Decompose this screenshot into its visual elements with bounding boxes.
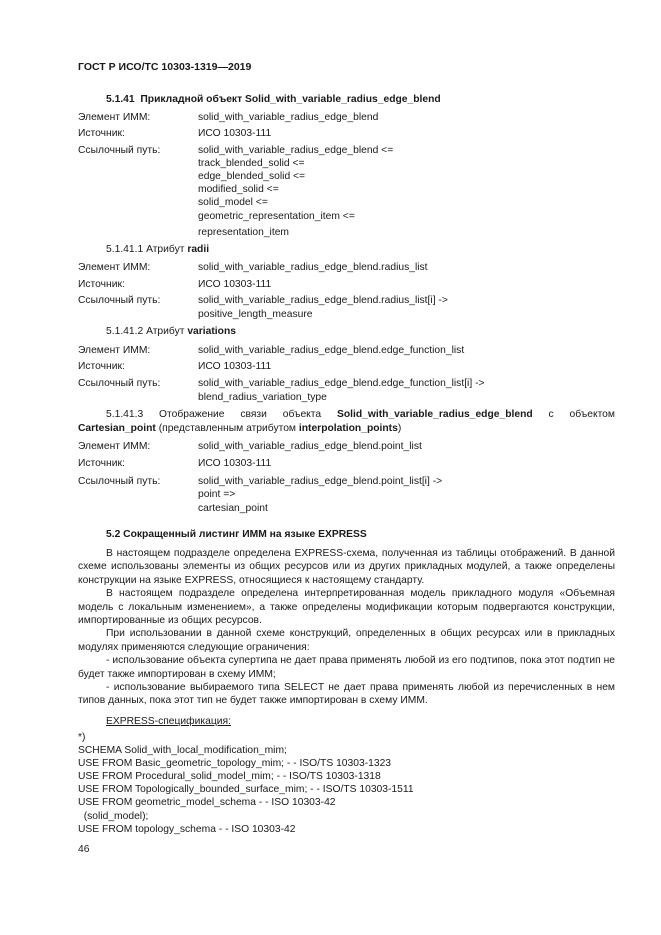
code-line: USE FROM topology_schema - - ISO 10303-42: [78, 823, 296, 835]
code-line: (solid_model);: [78, 810, 149, 822]
row-value: ИСО 10303-111: [198, 361, 272, 372]
body-text: [78, 547, 615, 708]
heading-text: ): [397, 423, 402, 434]
express-code-block: [78, 731, 414, 836]
path-line: track_blended_solid <=: [198, 158, 305, 169]
section-heading-5-1-41: [106, 94, 441, 105]
document-header: ГОСТ Р ИСО/ТС 10303-1319—2019: [78, 61, 252, 73]
row-value: ИСО 10303-111: [198, 128, 272, 139]
path-line: solid_with_variable_radius_edge_blend <=: [198, 145, 394, 156]
heading-word: 5.1.41.3: [106, 409, 144, 420]
row-label: Элемент ИММ:: [78, 345, 151, 356]
code-line: SCHEMA Solid_with_local_modification_mim;: [78, 745, 287, 757]
heading-word: связи: [240, 409, 267, 420]
row-value: ИСО 10303-111: [198, 458, 272, 469]
code-line: USE FROM geometric_model_schema - - ISO 10303-42: [78, 797, 336, 809]
row-label: Ссылочный путь:: [78, 145, 161, 156]
code-line: *): [78, 732, 86, 743]
paragraph: - использование выбираемого типа SELECT не дает права применять любой из перечисленных в нем типов данных, пока этот тип не будет также импортирован в схему ИММ.: [78, 682, 615, 707]
row-label: Элемент ИММ:: [78, 441, 151, 452]
subsection-heading-5-1-41-3: [78, 409, 615, 420]
attribute-name: variations: [187, 326, 236, 337]
section-number: 5.1.41: [106, 94, 135, 105]
path-line: solid_with_variable_radius_edge_blend.point_list[i] ->: [198, 476, 443, 487]
paragraph: - использование объекта супертипа не дает права применять любой из его подтипов, пока этот подтип не будет также импортирован в схему ИММ;: [78, 655, 615, 680]
row-value: solid_with_variable_radius_edge_blend.radius_list: [198, 262, 428, 273]
heading-word: объектом: [569, 409, 615, 420]
path-line: point =>: [198, 489, 236, 500]
heading-word: объекта: [282, 409, 322, 420]
heading-word: с: [548, 409, 554, 420]
path-line: blend_radius_variation_type: [198, 392, 327, 403]
subsection-heading-5-1-41-1: [106, 244, 209, 255]
paragraph: В настоящем подразделе определена интерпретированная модель прикладного модуля «Объемная модель с локальным изменением», а также определены модификации которым подвергаются конструкции, импортированные из общих ресурсов.: [78, 588, 615, 627]
row-label: Источник:: [78, 279, 125, 290]
attribute-name: radii: [187, 244, 210, 255]
path-line: representation_item: [198, 227, 290, 238]
page-number: 46: [78, 844, 90, 855]
section-heading-5-2: 5.2 Сокращенный листинг ИММ на языке EXPRESS: [106, 529, 367, 540]
entity-name: Cartesian_point: [78, 423, 156, 434]
row-label: Ссылочный путь:: [78, 295, 161, 306]
code-line: USE FROM Topologically_bounded_surface_mim; - - ISO/TS 10303-1511: [78, 784, 414, 796]
section-title: Прикладной объект Solid_with_variable_radius_edge_blend: [140, 94, 441, 105]
heading-prefix: 5.1.41.1 Атрибут: [106, 244, 185, 255]
path-line: positive_length_measure: [198, 309, 313, 320]
subsection-heading-line2: [78, 423, 401, 434]
path-line: solid_with_variable_radius_edge_blend.radius_list[i] ->: [198, 295, 448, 306]
row-label: Источник:: [78, 361, 125, 372]
row-label: Ссылочный путь:: [78, 378, 161, 389]
row-label: Элемент ИММ:: [78, 262, 151, 273]
row-value: ИСО 10303-111: [198, 279, 272, 290]
heading-word: Отображение: [159, 409, 225, 420]
row-label: Источник:: [78, 458, 125, 469]
row-value: solid_with_variable_radius_edge_blend.point_list: [198, 441, 422, 452]
row-label: Ссылочный путь:: [78, 476, 161, 487]
express-spec-title: EXPRESS-спецификация:: [106, 716, 231, 727]
code-line: USE FROM Procedural_solid_model_mim; - - ISO/TS 10303-1318: [78, 771, 381, 783]
entity-name: Solid_with_variable_radius_edge_blend: [336, 409, 533, 420]
path-line: modified_solid <=: [198, 184, 279, 195]
path-line: edge_blended_solid <=: [198, 171, 306, 182]
path-line: solid_with_variable_radius_edge_blend.edge_function_list[i] ->: [198, 378, 485, 389]
row-label: Источник:: [78, 128, 125, 139]
path-line: cartesian_point: [198, 503, 268, 514]
path-line: solid_model <=: [198, 197, 268, 208]
paragraph: В настоящем подразделе определена EXPRESS-схема, полученная из таблицы отображений. В данной схеме использованы элементы из общих ресурсов или из других прикладных модулей, а также определены конструкции на языке EXPRESS, относящиеся к настоящему стандарту.: [78, 548, 615, 586]
attribute-name: interpolation_points: [298, 423, 398, 434]
heading-text: (представленным атрибутом: [155, 423, 299, 434]
path-line: geometric_representation_item <=: [198, 211, 355, 222]
subsection-heading-5-1-41-2: [106, 326, 236, 337]
heading-prefix: 5.1.41.2 Атрибут: [106, 326, 185, 337]
row-value: solid_with_variable_radius_edge_blend.edge_function_list: [198, 345, 465, 356]
code-line: USE FROM Basic_geometric_topology_mim; - - ISO/TS 10303-1323: [78, 758, 392, 770]
row-label: Элемент ИММ:: [78, 112, 151, 123]
row-value: solid_with_variable_radius_edge_blend: [198, 112, 379, 123]
paragraph: При использовании в данной схеме конструкций, определенных в общих ресурсах или в прикладных модулях применяются следующие ограничения:: [78, 628, 615, 653]
